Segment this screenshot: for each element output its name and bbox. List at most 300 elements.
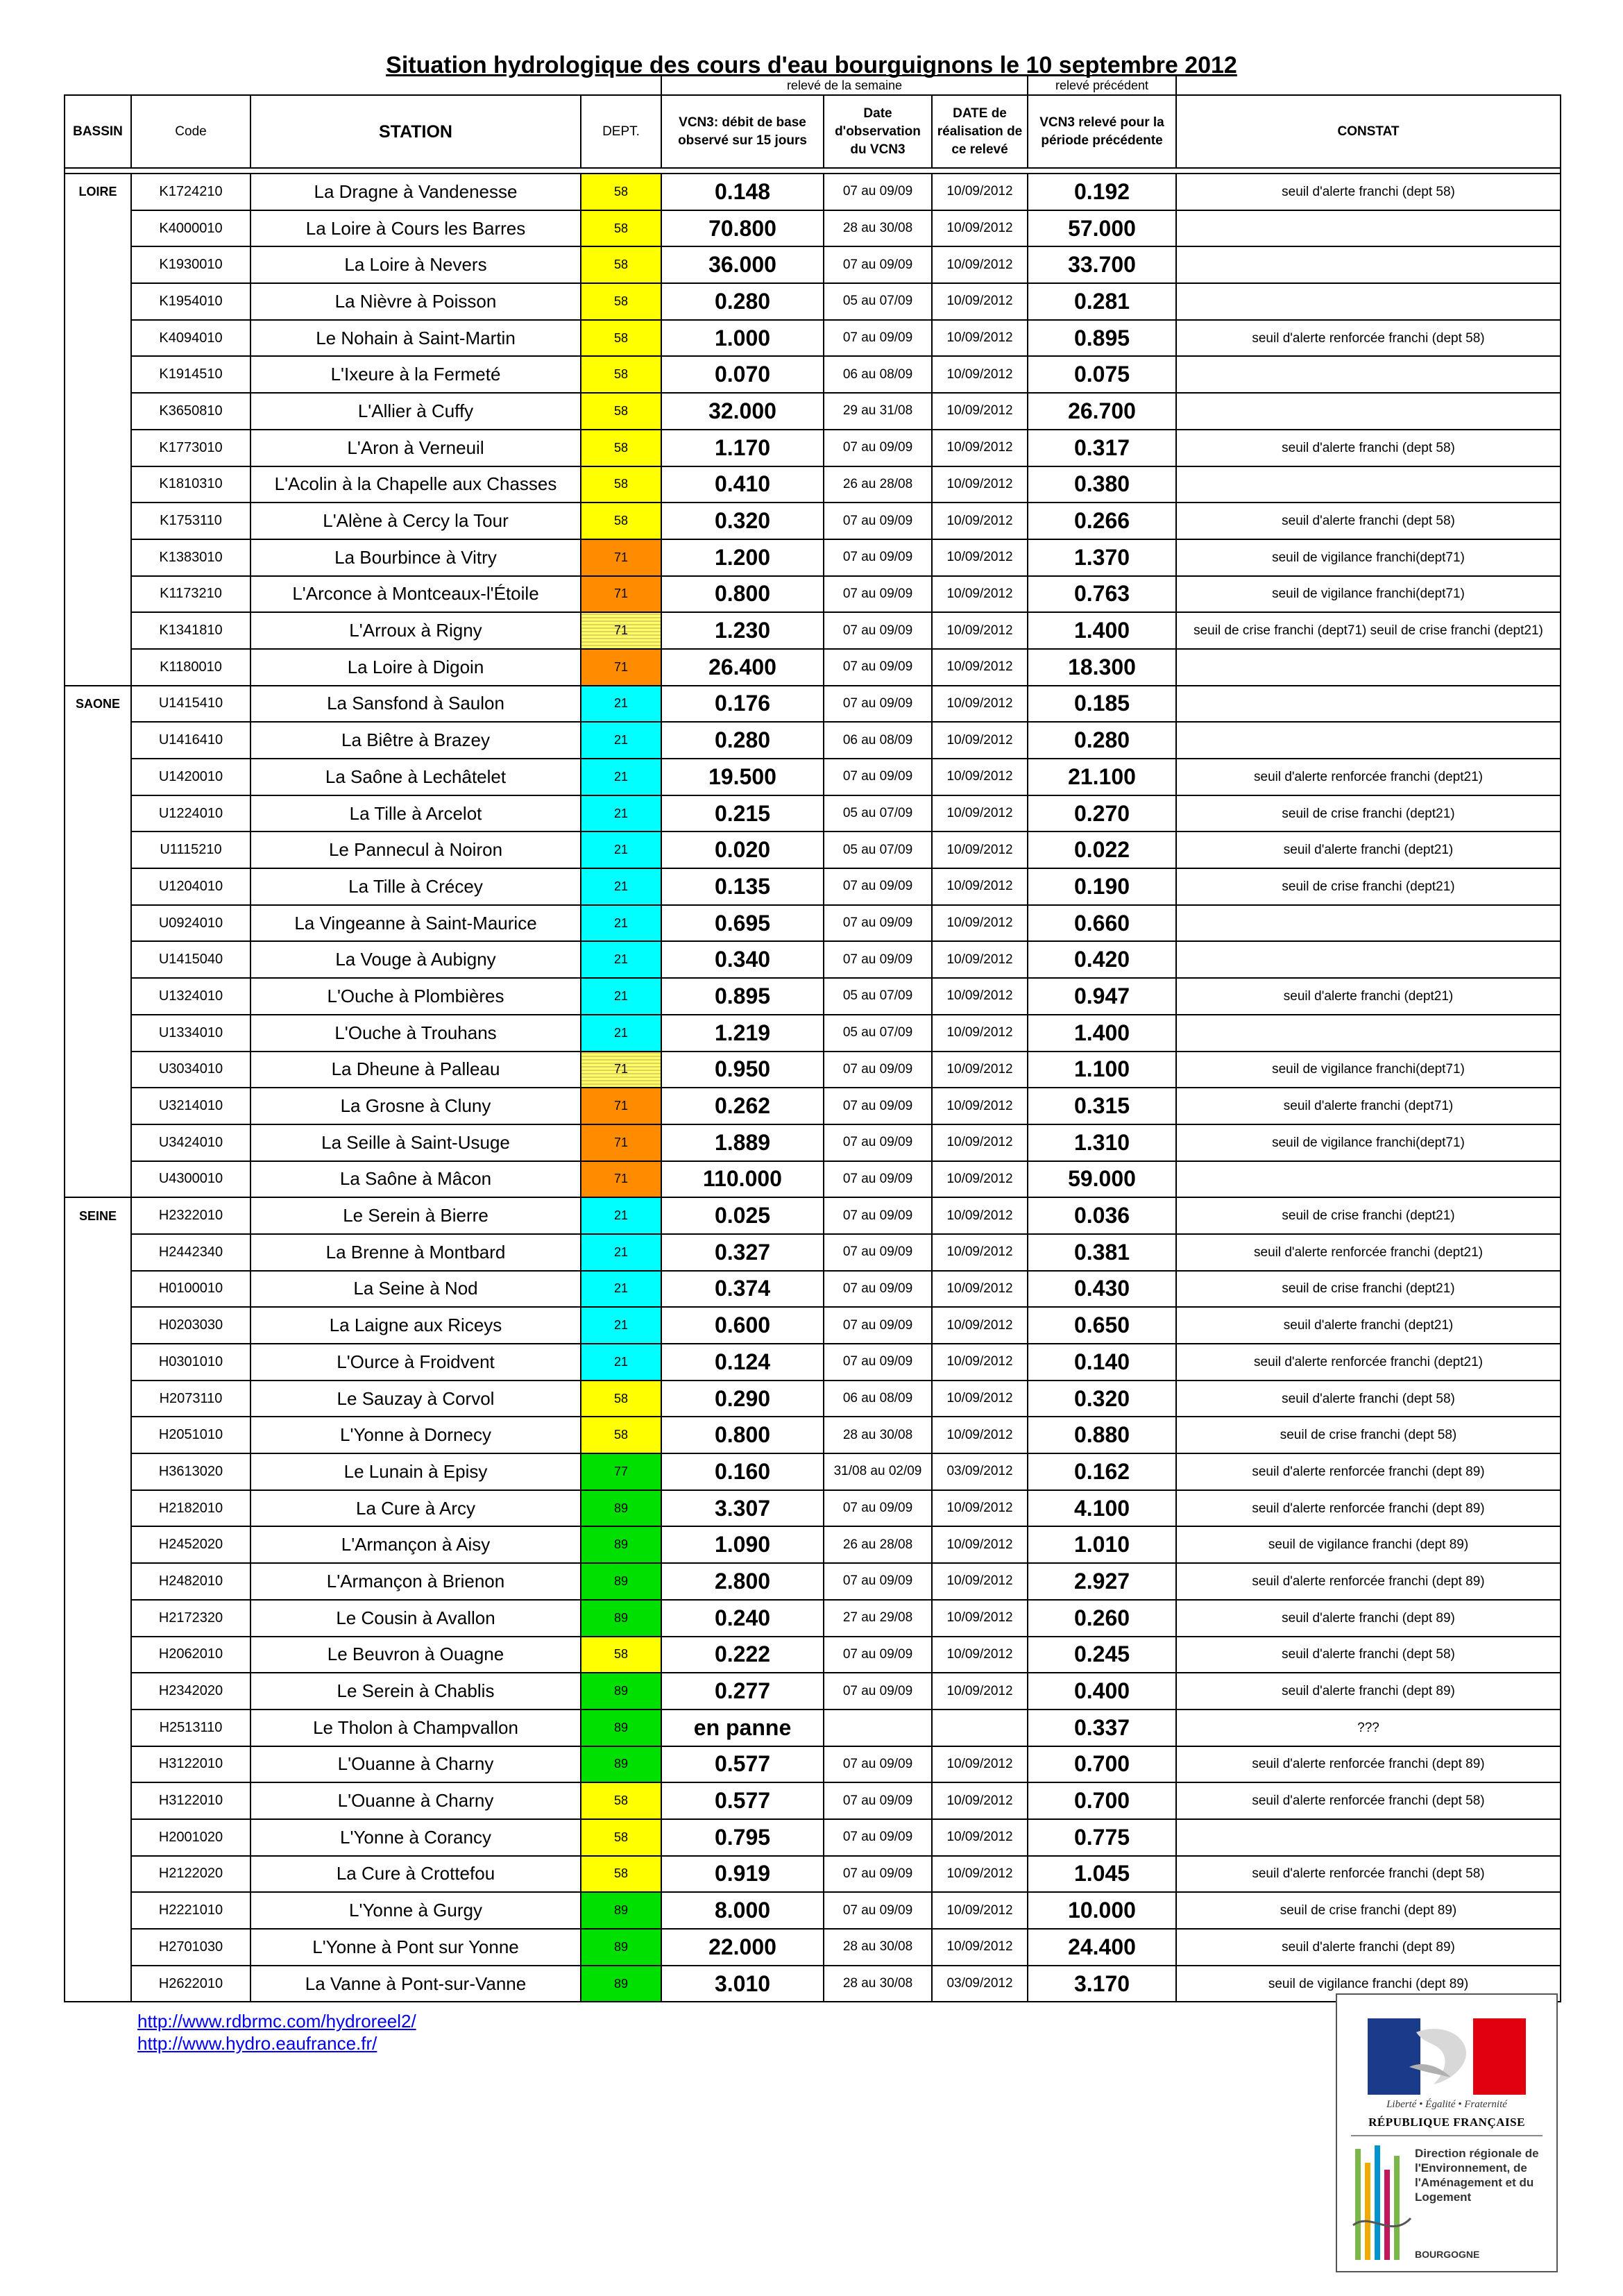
constat-cell: seuil d'alerte franchi (dept 58) — [1176, 1381, 1561, 1417]
bassin-cell — [65, 1966, 131, 2002]
table-row — [65, 1673, 1561, 1710]
vcn3-prev-value: 1.400 — [1028, 612, 1176, 649]
dept-cell: 58 — [581, 283, 661, 320]
bassin-cell — [65, 539, 131, 576]
station-cell: Le Nohain à Saint-Martin — [250, 320, 581, 357]
obs-date-cell: 07 au 09/09 — [824, 1637, 932, 1673]
vcn3-prev-value: 0.281 — [1028, 283, 1176, 320]
vcn3-value: 0.800 — [661, 1417, 824, 1453]
dept-cell: 71 — [581, 1161, 661, 1198]
station-cell: Le Cousin à Avallon — [250, 1600, 581, 1637]
bassin-cell — [65, 246, 131, 283]
dept-cell: 89 — [581, 1929, 661, 1966]
vcn3-value: 0.410 — [661, 466, 824, 503]
obs-date-cell: 07 au 09/09 — [824, 612, 932, 649]
release-date-cell: 10/09/2012 — [932, 1673, 1028, 1710]
dept-cell: 58 — [581, 174, 661, 210]
vcn3-value: 0.280 — [661, 283, 824, 320]
station-cell: La Saône à Lechâtelet — [250, 759, 581, 795]
dept-cell: 58 — [581, 503, 661, 539]
station-cell: La Biêtre à Brazey — [250, 722, 581, 759]
code-cell: H2182010 — [131, 1490, 250, 1527]
vcn3-prev-value: 21.100 — [1028, 759, 1176, 795]
release-date-cell: 10/09/2012 — [932, 210, 1028, 247]
obs-date-cell: 28 au 30/08 — [824, 1929, 932, 1966]
vcn3-prev-value: 24.400 — [1028, 1929, 1176, 1966]
obs-date-cell: 07 au 09/09 — [824, 649, 932, 686]
vcn3-value: 0.280 — [661, 722, 824, 759]
bassin-cell — [65, 1490, 131, 1527]
code-cell: K3650810 — [131, 393, 250, 430]
obs-date-cell: 07 au 09/09 — [824, 1052, 932, 1088]
vcn3-value: 1.219 — [661, 1015, 824, 1052]
dept-cell: 21 — [581, 905, 661, 942]
vcn3-prev-value: 1.370 — [1028, 539, 1176, 576]
bassin-cell — [65, 210, 131, 247]
constat-cell: seuil d'alerte franchi (dept 89) — [1176, 1600, 1561, 1637]
vcn3-value: 0.160 — [661, 1453, 824, 1490]
vcn3-value: 1.090 — [661, 1526, 824, 1563]
constat-cell: seuil d'alerte franchi (dept21) — [1176, 978, 1561, 1015]
dept-cell: 58 — [581, 320, 661, 357]
vcn3-prev-value: 59.000 — [1028, 1161, 1176, 1198]
release-date-cell: 10/09/2012 — [932, 759, 1028, 795]
release-date-cell: 10/09/2012 — [932, 1124, 1028, 1161]
release-date-cell: 10/09/2012 — [932, 1015, 1028, 1052]
bassin-cell — [65, 1015, 131, 1052]
vcn3-prev-value: 0.700 — [1028, 1746, 1176, 1783]
obs-date-cell: 07 au 09/09 — [824, 503, 932, 539]
constat-cell: seuil d'alerte renforcée franchi (dept21) — [1176, 1344, 1561, 1381]
station-cell: Le Lunain à Episy — [250, 1453, 581, 1490]
vcn3-value: 0.020 — [661, 832, 824, 868]
constat-cell: seuil d'alerte renforcée franchi (dept21) — [1176, 759, 1561, 795]
dept-cell: 77 — [581, 1453, 661, 1490]
vcn3-prev-value: 33.700 — [1028, 246, 1176, 283]
vcn3-prev-value: 0.075 — [1028, 356, 1176, 393]
dept-cell: 89 — [581, 1563, 661, 1600]
vcn3-prev-value: 0.245 — [1028, 1637, 1176, 1673]
release-date-cell: 03/09/2012 — [932, 1966, 1028, 2002]
table-row — [65, 1746, 1561, 1783]
vcn3-value: 0.240 — [661, 1600, 824, 1637]
table-row — [65, 1161, 1561, 1198]
constat-cell: seuil d'alerte renforcée franchi (dept 89) — [1176, 1490, 1561, 1527]
obs-date-cell: 06 au 08/09 — [824, 1381, 932, 1417]
obs-date-cell: 07 au 09/09 — [824, 1307, 932, 1344]
station-cell: Le Tholon à Champvallon — [250, 1710, 581, 1746]
obs-date-cell: 07 au 09/09 — [824, 1782, 932, 1819]
code-cell: H2622010 — [131, 1966, 250, 2002]
bassin-cell — [65, 576, 131, 613]
code-cell: U3424010 — [131, 1124, 250, 1161]
station-cell: L'Yonne à Corancy — [250, 1819, 581, 1856]
table-row — [65, 210, 1561, 247]
vcn3-prev-value: 0.380 — [1028, 466, 1176, 503]
hydrology-table — [64, 75, 1561, 2002]
obs-date-cell: 07 au 09/09 — [824, 1892, 932, 1929]
obs-date-cell: 28 au 30/08 — [824, 210, 932, 247]
constat-cell: seuil d'alerte franchi (dept21) — [1176, 832, 1561, 868]
release-date-cell: 10/09/2012 — [932, 722, 1028, 759]
release-date-cell: 10/09/2012 — [932, 1381, 1028, 1417]
code-cell: K1954010 — [131, 283, 250, 320]
dreal-name: Direction régionale de l'Environnement, de l'Aménagement et du Logement — [1415, 2147, 1539, 2204]
table-row — [65, 1015, 1561, 1052]
dept-cell: 21 — [581, 1015, 661, 1052]
release-date-cell: 10/09/2012 — [932, 1161, 1028, 1198]
code-cell: H0203030 — [131, 1307, 250, 1344]
constat-cell — [1176, 941, 1561, 978]
vcn3-value: 110.000 — [661, 1161, 824, 1198]
dept-cell: 89 — [581, 1892, 661, 1929]
vcn3-value: 0.290 — [661, 1381, 824, 1417]
bassin-cell — [65, 1673, 131, 1710]
station-cell: L'Ouanne à Charny — [250, 1746, 581, 1783]
dept-cell: 71 — [581, 1052, 661, 1088]
obs-date-cell: 07 au 09/09 — [824, 905, 932, 942]
table-row — [65, 649, 1561, 686]
constat-cell: seuil d'alerte renforcée franchi (dept 58) — [1176, 1782, 1561, 1819]
vcn3-value: 0.577 — [661, 1782, 824, 1819]
release-date-cell: 10/09/2012 — [932, 1856, 1028, 1893]
table-row — [65, 759, 1561, 795]
table-row — [65, 1088, 1561, 1124]
release-date-cell: 10/09/2012 — [932, 1197, 1028, 1234]
constat-cell: seuil d'alerte renforcée franchi (dept 89) — [1176, 1453, 1561, 1490]
dept-cell: 71 — [581, 1088, 661, 1124]
constat-cell: seuil de crise franchi (dept71) seuil de crise franchi (dept21) — [1176, 612, 1561, 649]
vcn3-value: 0.148 — [661, 174, 824, 210]
header-date-obs: Date d'observation du VCN3 — [824, 95, 932, 168]
code-cell: H2122020 — [131, 1856, 250, 1893]
vcn3-prev-value: 10.000 — [1028, 1892, 1176, 1929]
obs-date-cell: 06 au 08/09 — [824, 356, 932, 393]
release-date-cell: 10/09/2012 — [932, 1088, 1028, 1124]
release-date-cell: 10/09/2012 — [932, 1490, 1028, 1527]
vcn3-prev-value: 0.763 — [1028, 576, 1176, 613]
vcn3-value: 3.010 — [661, 1966, 824, 2002]
bassin-cell — [65, 1417, 131, 1453]
release-date-cell: 10/09/2012 — [932, 356, 1028, 393]
bassin-cell — [65, 1710, 131, 1746]
header-constat: CONSTAT — [1176, 95, 1561, 168]
bassin-cell — [65, 1307, 131, 1344]
release-date-cell: 10/09/2012 — [932, 503, 1028, 539]
table-row — [65, 1307, 1561, 1344]
vcn3-prev-value: 4.100 — [1028, 1490, 1176, 1527]
table-row — [65, 1637, 1561, 1673]
vcn3-prev-value: 0.260 — [1028, 1600, 1176, 1637]
constat-cell: seuil de crise franchi (dept 89) — [1176, 1892, 1561, 1929]
bassin-cell — [65, 356, 131, 393]
header-bassin: BASSIN — [65, 95, 131, 168]
table-row — [65, 393, 1561, 430]
table-row — [65, 612, 1561, 649]
code-cell: K1810310 — [131, 466, 250, 503]
station-cell: La Dheune à Palleau — [250, 1052, 581, 1088]
dept-cell: 89 — [581, 1490, 661, 1527]
dept-cell: 21 — [581, 686, 661, 723]
bassin-cell — [65, 1526, 131, 1563]
vcn3-prev-value: 0.192 — [1028, 174, 1176, 210]
vcn3-prev-value: 1.045 — [1028, 1856, 1176, 1893]
constat-cell: seuil de crise franchi (dept 58) — [1176, 1417, 1561, 1453]
table-row — [65, 1600, 1561, 1637]
dept-cell: 21 — [581, 941, 661, 978]
code-cell: H2442340 — [131, 1234, 250, 1271]
bassin-cell — [65, 1234, 131, 1271]
station-cell: L'Yonne à Gurgy — [250, 1892, 581, 1929]
constat-cell: seuil d'alerte franchi (dept21) — [1176, 1307, 1561, 1344]
constat-cell — [1176, 1819, 1561, 1856]
vcn3-prev-value: 2.927 — [1028, 1563, 1176, 1600]
table-row — [65, 905, 1561, 942]
table-row — [65, 174, 1561, 210]
vcn3-prev-value: 1.010 — [1028, 1526, 1176, 1563]
code-cell: H0100010 — [131, 1271, 250, 1308]
constat-cell: seuil d'alerte franchi (dept 58) — [1176, 1637, 1561, 1673]
station-cell: L'Arroux à Rigny — [250, 612, 581, 649]
constat-cell: seuil de crise franchi (dept21) — [1176, 1271, 1561, 1308]
vcn3-value: 1.230 — [661, 612, 824, 649]
table-row — [65, 1526, 1561, 1563]
bassin-cell — [65, 1124, 131, 1161]
vcn3-value: 0.950 — [661, 1052, 824, 1088]
vcn3-value: 22.000 — [661, 1929, 824, 1966]
dept-cell: 58 — [581, 393, 661, 430]
vcn3-prev-value: 0.266 — [1028, 503, 1176, 539]
vcn3-prev-value: 0.420 — [1028, 941, 1176, 978]
constat-cell: seuil d'alerte franchi (dept 89) — [1176, 1929, 1561, 1966]
station-cell: La Saône à Mâcon — [250, 1161, 581, 1198]
table-row — [65, 1856, 1561, 1893]
code-cell: K4000010 — [131, 210, 250, 247]
dept-cell: 21 — [581, 1271, 661, 1308]
station-cell: La Cure à Crottefou — [250, 1856, 581, 1893]
bassin-cell — [65, 978, 131, 1015]
constat-cell: seuil de vigilance franchi(dept71) — [1176, 1052, 1561, 1088]
code-cell: K1773010 — [131, 430, 250, 466]
dept-cell: 58 — [581, 466, 661, 503]
republique-name: RÉPUBLIQUE FRANÇAISE — [1368, 2116, 1525, 2129]
station-cell: L'Ouche à Trouhans — [250, 1015, 581, 1052]
constat-cell — [1176, 649, 1561, 686]
bassin-cell — [65, 503, 131, 539]
station-cell: L'Armançon à Brienon — [250, 1563, 581, 1600]
table-row — [65, 356, 1561, 393]
bassin-cell — [65, 1819, 131, 1856]
release-date-cell: 10/09/2012 — [932, 1344, 1028, 1381]
vcn3-prev-value: 0.775 — [1028, 1819, 1176, 1856]
release-date-cell: 10/09/2012 — [932, 868, 1028, 905]
dept-cell: 21 — [581, 1307, 661, 1344]
release-date-cell: 10/09/2012 — [932, 978, 1028, 1015]
obs-date-cell: 07 au 09/09 — [824, 430, 932, 466]
release-date-cell: 10/09/2012 — [932, 320, 1028, 357]
vcn3-prev-value: 0.320 — [1028, 1381, 1176, 1417]
dept-cell: 71 — [581, 576, 661, 613]
release-date-cell: 10/09/2012 — [932, 905, 1028, 942]
constat-cell — [1176, 246, 1561, 283]
table-row — [65, 1819, 1561, 1856]
bassin-cell — [65, 430, 131, 466]
vcn3-prev-value: 0.895 — [1028, 320, 1176, 357]
link-rdbrmc[interactable]: http://www.rdbrmc.com/hydroreel2/ — [137, 2011, 416, 2032]
dept-cell: 21 — [581, 1197, 661, 1234]
table-row — [65, 1381, 1561, 1417]
release-date-cell: 10/09/2012 — [932, 1929, 1028, 1966]
dept-cell: 21 — [581, 1344, 661, 1381]
station-cell: La Loire à Digoin — [250, 649, 581, 686]
station-cell: Le Beuvron à Ouagne — [250, 1637, 581, 1673]
logo-divider — [1351, 2135, 1543, 2136]
station-cell: La Vanne à Pont-sur-Vanne — [250, 1966, 581, 2002]
release-date-cell: 10/09/2012 — [932, 686, 1028, 723]
marianne-logo-icon — [1368, 2018, 1526, 2095]
release-date-cell: 10/09/2012 — [932, 1819, 1028, 1856]
code-cell: H2482010 — [131, 1563, 250, 1600]
dept-cell: 58 — [581, 1819, 661, 1856]
station-cell: L'Ouanne à Charny — [250, 1782, 581, 1819]
code-cell: K1914510 — [131, 356, 250, 393]
release-date-cell: 10/09/2012 — [932, 1052, 1028, 1088]
vcn3-value: 36.000 — [661, 246, 824, 283]
table-row — [65, 1417, 1561, 1453]
dept-cell: 89 — [581, 1746, 661, 1783]
station-cell: La Nièvre à Poisson — [250, 283, 581, 320]
vcn3-prev-value: 0.140 — [1028, 1344, 1176, 1381]
bassin-cell — [65, 1344, 131, 1381]
vcn3-value: 0.795 — [661, 1819, 824, 1856]
vcn3-prev-value: 0.947 — [1028, 978, 1176, 1015]
bassin-cell — [65, 1381, 131, 1417]
bassin-cell — [65, 1600, 131, 1637]
release-date-cell: 10/09/2012 — [932, 1417, 1028, 1453]
vcn3-value: 0.600 — [661, 1307, 824, 1344]
vcn3-prev-value: 18.300 — [1028, 649, 1176, 686]
table-row — [65, 1453, 1561, 1490]
release-date-cell: 10/09/2012 — [932, 1563, 1028, 1600]
vcn3-value: 0.895 — [661, 978, 824, 1015]
station-cell: L'Acolin à la Chapelle aux Chasses — [250, 466, 581, 503]
constat-cell: ??? — [1176, 1710, 1561, 1746]
station-cell: L'Allier à Cuffy — [250, 393, 581, 430]
dept-cell: 21 — [581, 795, 661, 832]
vcn3-value: 0.327 — [661, 1234, 824, 1271]
release-date-cell: 10/09/2012 — [932, 795, 1028, 832]
dept-cell: 89 — [581, 1526, 661, 1563]
release-date-cell: 10/09/2012 — [932, 1307, 1028, 1344]
vcn3-prev-value: 0.660 — [1028, 905, 1176, 942]
bassin-cell — [65, 1929, 131, 1966]
dept-cell: 71 — [581, 539, 661, 576]
vcn3-value: 0.262 — [661, 1088, 824, 1124]
code-cell: U1224010 — [131, 795, 250, 832]
table-row — [65, 978, 1561, 1015]
obs-date-cell: 05 au 07/09 — [824, 978, 932, 1015]
obs-date-cell: 28 au 30/08 — [824, 1966, 932, 2002]
code-cell: H3613020 — [131, 1453, 250, 1490]
station-cell: La Vouge à Aubigny — [250, 941, 581, 978]
code-cell: U1416410 — [131, 722, 250, 759]
table-row — [65, 1344, 1561, 1381]
table-row — [65, 722, 1561, 759]
station-cell: La Brenne à Montbard — [250, 1234, 581, 1271]
station-cell: La Dragne à Vandenesse — [250, 174, 581, 210]
link-hydro-eaufrance[interactable]: http://www.hydro.eaufrance.fr/ — [137, 2033, 377, 2054]
vcn3-value: 0.277 — [661, 1673, 824, 1710]
vcn3-prev-value: 0.337 — [1028, 1710, 1176, 1746]
table-row — [65, 1892, 1561, 1929]
release-date-cell: 10/09/2012 — [932, 430, 1028, 466]
vcn3-value: 0.320 — [661, 503, 824, 539]
vcn3-prev-value: 3.170 — [1028, 1966, 1176, 2002]
release-date-cell: 10/09/2012 — [932, 649, 1028, 686]
vcn3-prev-value: 0.880 — [1028, 1417, 1176, 1453]
station-cell: La Vingeanne à Saint-Maurice — [250, 905, 581, 942]
release-date-cell: 10/09/2012 — [932, 466, 1028, 503]
bassin-cell — [65, 795, 131, 832]
table-row — [65, 1782, 1561, 1819]
table-row — [65, 941, 1561, 978]
station-cell: La Seine à Nod — [250, 1271, 581, 1308]
header-vcn3-prev: VCN3 relevé pour la période précédente — [1028, 95, 1176, 168]
vcn3-value: 19.500 — [661, 759, 824, 795]
vcn3-value: 0.340 — [661, 941, 824, 978]
code-cell: U1324010 — [131, 978, 250, 1015]
constat-cell — [1176, 686, 1561, 723]
table-row — [65, 283, 1561, 320]
bassin-cell — [65, 612, 131, 649]
code-cell: H2452020 — [131, 1526, 250, 1563]
dept-cell: 58 — [581, 430, 661, 466]
dreal-logo-icon — [1350, 2142, 1412, 2267]
code-cell: U1420010 — [131, 759, 250, 795]
bassin-cell — [65, 649, 131, 686]
constat-cell: seuil d'alerte franchi (dept 58) — [1176, 430, 1561, 466]
obs-date-cell — [824, 1710, 932, 1746]
code-cell: U3034010 — [131, 1052, 250, 1088]
code-cell: H2221010 — [131, 1892, 250, 1929]
bassin-cell — [65, 320, 131, 357]
release-date-cell: 10/09/2012 — [932, 1526, 1028, 1563]
header-vcn3: VCN3: débit de base observé sur 15 jours — [661, 95, 824, 168]
bassin-cell — [65, 1746, 131, 1783]
bassin-cell: SEINE — [65, 1197, 131, 1234]
vcn3-value: 0.070 — [661, 356, 824, 393]
release-date-cell: 10/09/2012 — [932, 283, 1028, 320]
vcn3-value: 1.200 — [661, 539, 824, 576]
release-date-cell: 10/09/2012 — [932, 1234, 1028, 1271]
constat-cell: seuil de crise franchi (dept21) — [1176, 1197, 1561, 1234]
code-cell: U1415040 — [131, 941, 250, 978]
station-cell: L'Yonne à Dornecy — [250, 1417, 581, 1453]
bassin-cell — [65, 1453, 131, 1490]
constat-cell — [1176, 356, 1561, 393]
obs-date-cell: 05 au 07/09 — [824, 795, 932, 832]
header-dept: DEPT. — [581, 95, 661, 168]
code-cell: K1341810 — [131, 612, 250, 649]
constat-cell: seuil d'alerte renforcée franchi (dept 89) — [1176, 1746, 1561, 1783]
vcn3-prev-value: 0.036 — [1028, 1197, 1176, 1234]
constat-cell: seuil d'alerte renforcée franchi (dept 89) — [1176, 1563, 1561, 1600]
bassin-cell: SAONE — [65, 686, 131, 723]
constat-cell — [1176, 905, 1561, 942]
constat-cell: seuil de vigilance franchi (dept 89) — [1176, 1526, 1561, 1563]
table-row — [65, 539, 1561, 576]
obs-date-cell: 31/08 au 02/09 — [824, 1453, 932, 1490]
